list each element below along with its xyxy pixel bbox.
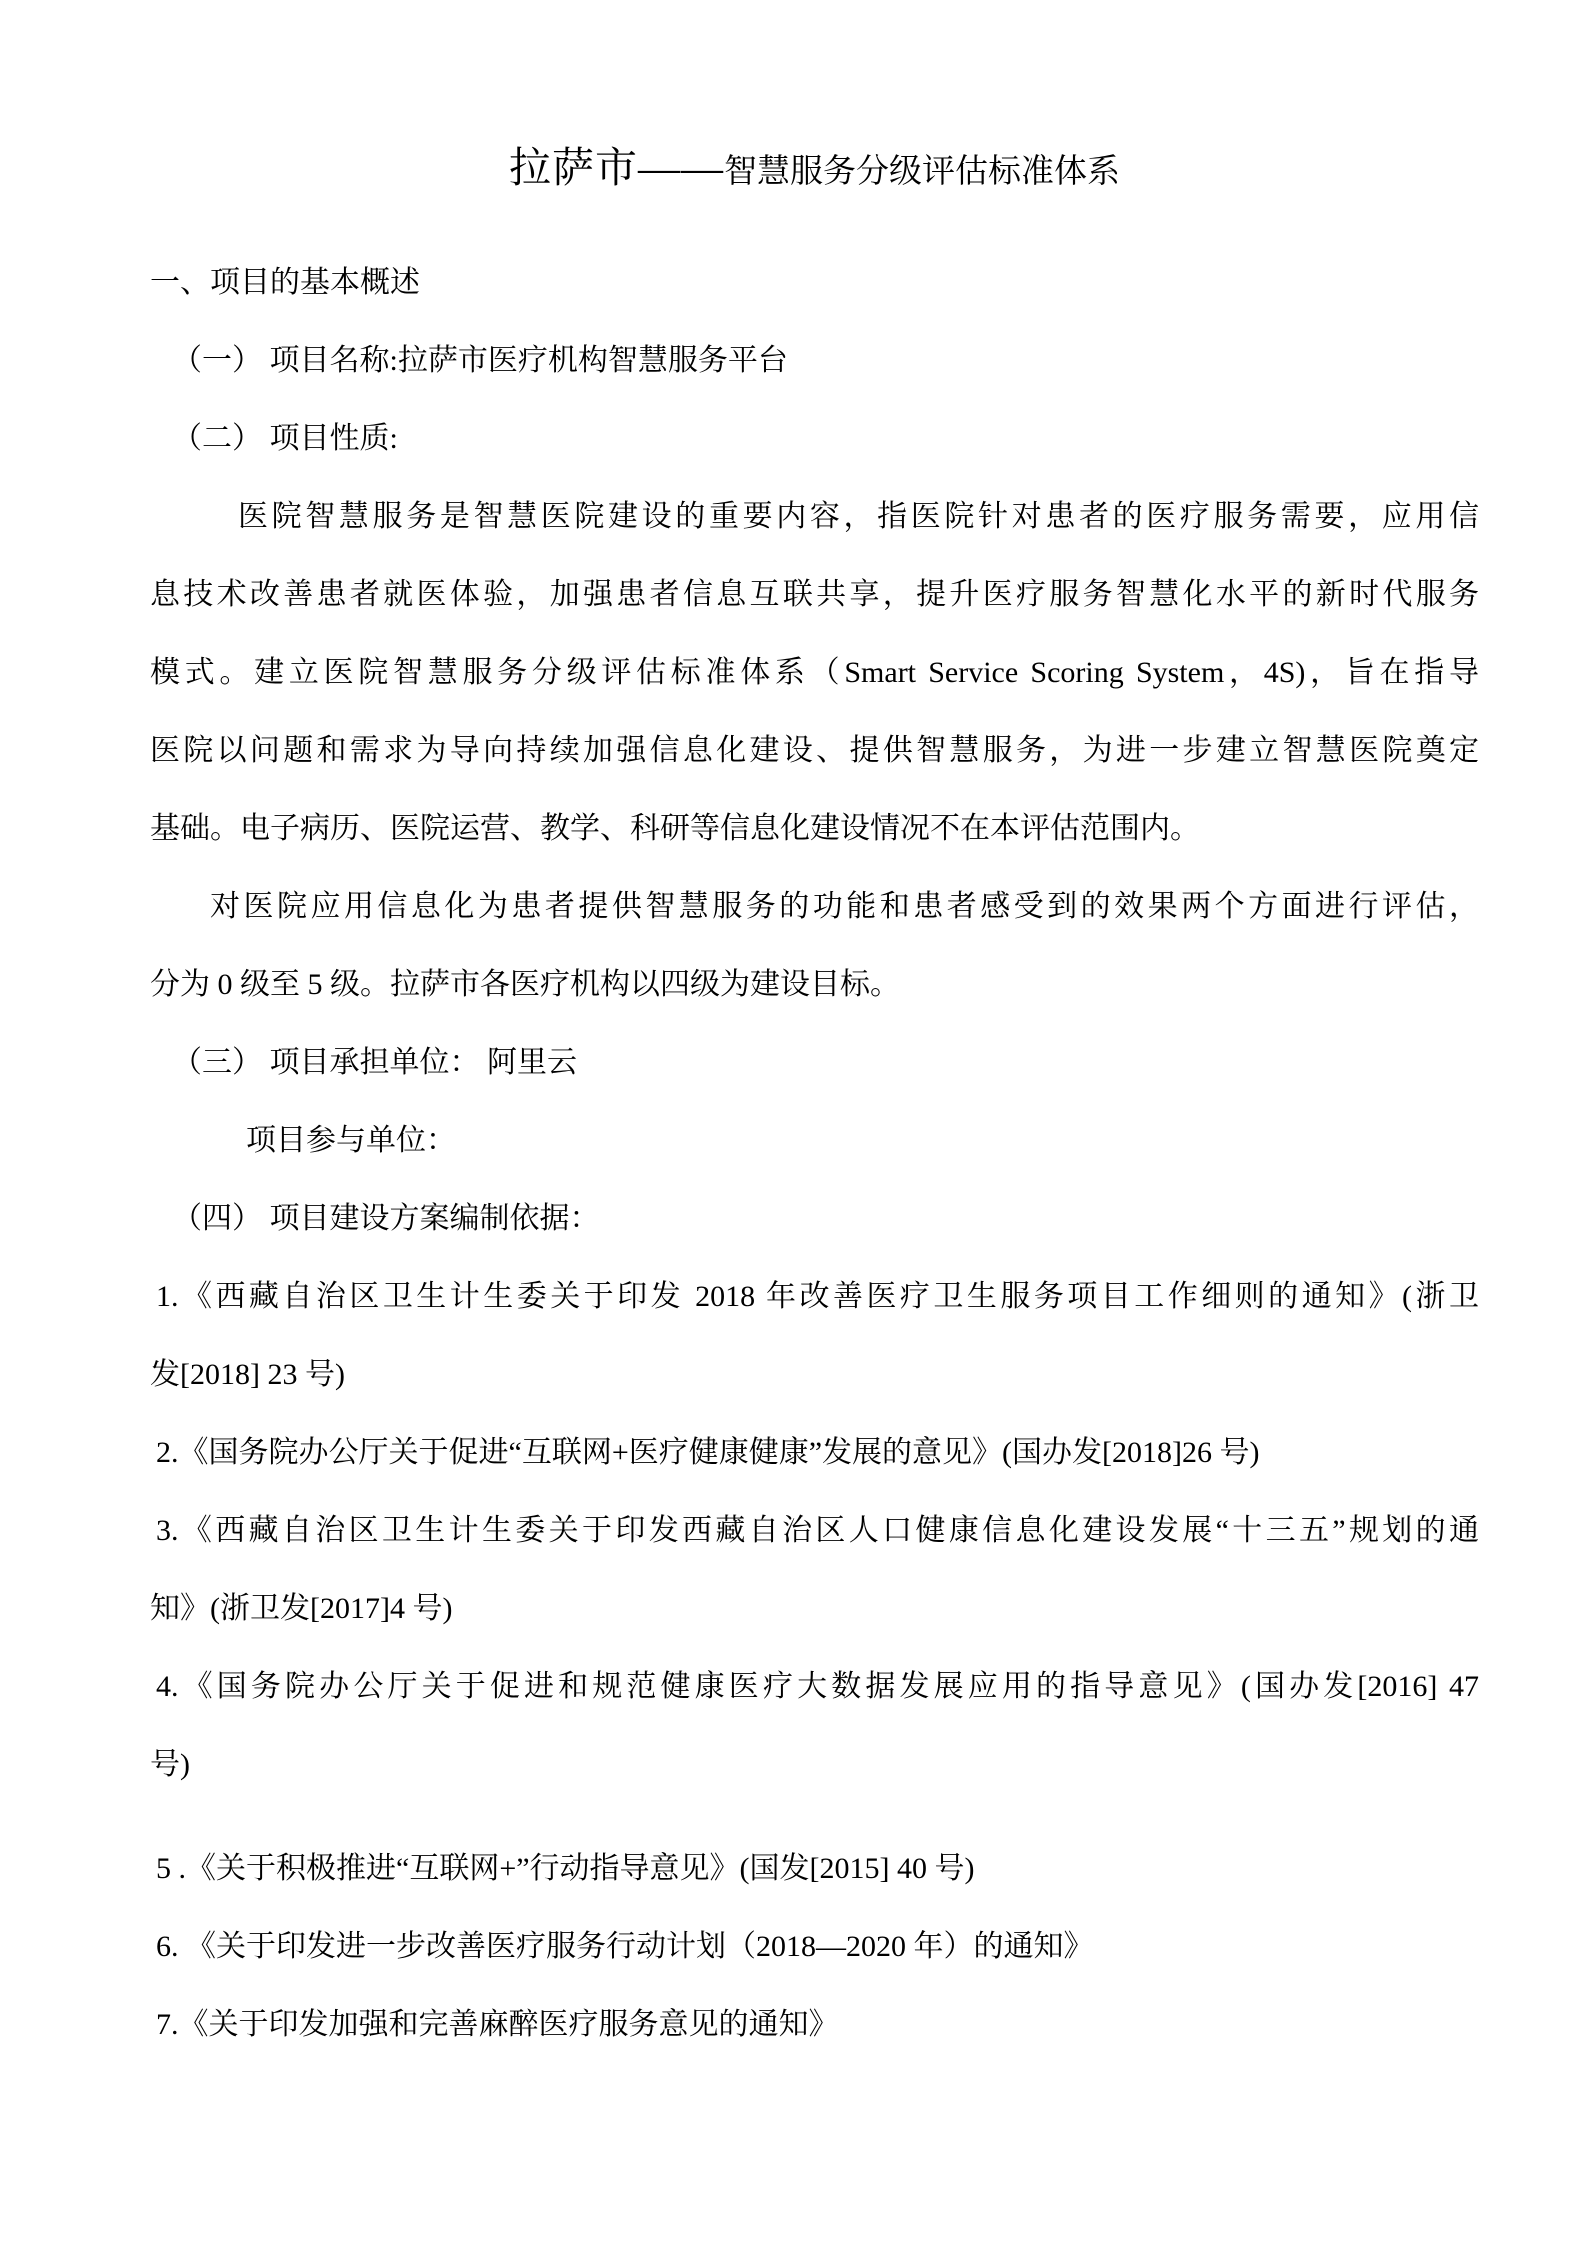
text-line: 5 .《关于积极推进“互联网+”行动指导意见》(国发[2015] 40 号) xyxy=(156,1852,975,1885)
document-body xyxy=(150,244,1479,2064)
text-line: 医院以问题和需求为导向持续加强信息化建设、提供智慧服务，为进一步建立智慧医院奠定 xyxy=(150,734,1479,767)
text-line: 发[2018] 23 号) xyxy=(150,1358,345,1391)
text-line: 医院智慧服务是智慧医院建设的重要内容，指医院针对患者的医疗服务需要，应用信 xyxy=(238,500,1479,533)
text-line: 7.《关于印发加强和完善麻醉医疗服务意见的通知》 xyxy=(156,2008,839,2041)
text-line: 分为 0 级至 5 级。拉萨市各医疗机构以四级为建设目标。 xyxy=(150,968,900,1001)
text-line: 息技术改善患者就医体验，加强患者信息互联共享，提升医疗服务智慧化水平的新时代服务 xyxy=(150,578,1479,611)
text-line: 6. 《关于印发进一步改善医疗服务行动计划（2018—2020 年）的通知》 xyxy=(156,1930,1094,1963)
text-line: 号) xyxy=(150,1748,190,1781)
text-line: 基础。电子病历、医院运营、教学、科研等信息化建设情况不在本评估范围内。 xyxy=(150,812,1200,845)
text-line: 一、项目的基本概述 xyxy=(150,266,420,299)
text-line: （二） 项目性质: xyxy=(172,422,398,455)
text-line: （四） 项目建设方案编制依据： xyxy=(172,1202,600,1235)
text-line: 项目参与单位： xyxy=(246,1124,456,1157)
text-line: 模式。建立医院智慧服务分级评估标准体系（Smart Service Scoring System，4S)，旨在指导 xyxy=(150,656,1479,689)
document-content xyxy=(150,138,1479,2064)
document-title xyxy=(150,138,1479,200)
text-line: 对医院应用信息化为患者提供智慧服务的功能和患者感受到的效果两个方面进行评估， xyxy=(210,890,1479,923)
text-line: 4.《国务院办公厅关于促进和规范健康医疗大数据发展应用的指导意见》(国办发[2016] 47 xyxy=(156,1670,1479,1703)
text-line: （一） 项目名称:拉萨市医疗机构智慧服务平台 xyxy=(172,344,788,377)
text-line: 2.《国务院办公厅关于促进“互联网+医疗健康健康”发展的意见》(国办发[2018]26 号) xyxy=(156,1436,1260,1469)
title-main: 拉萨市—— xyxy=(508,146,724,192)
title-sub: 智慧服务分级评估标准体系 xyxy=(724,154,1120,190)
text-line: 3.《西藏自治区卫生计生委关于印发西藏自治区人口健康信息化建设发展“十三五”规划的通 xyxy=(156,1514,1479,1547)
text-line: （三） 项目承担单位： 阿里云 xyxy=(172,1046,577,1079)
text-line: 1.《西藏自治区卫生计生委关于印发 2018 年改善医疗卫生服务项目工作细则的通知》(浙卫 xyxy=(156,1280,1479,1313)
text-line: 知》(浙卫发[2017]4 号) xyxy=(150,1592,453,1625)
